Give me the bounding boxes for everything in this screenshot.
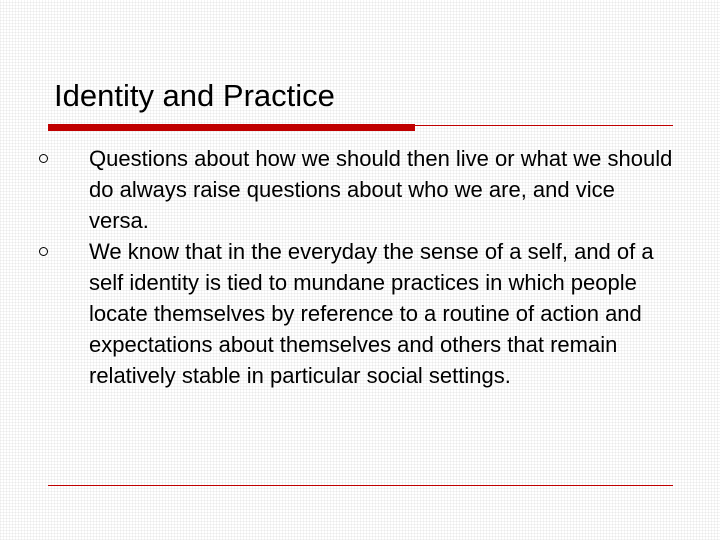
bullet-text: Questions about how we should then live or what we should do always raise questions about who we are, and vice versa. xyxy=(89,146,673,233)
bullet-item xyxy=(0,236,679,391)
bullet-item xyxy=(0,143,679,236)
hollow-circle-bullet-icon xyxy=(39,247,48,256)
slide-title: Identity and Practice xyxy=(54,78,335,113)
title-underline-accent xyxy=(48,124,415,131)
bullet-list xyxy=(0,143,720,391)
bullet-text: We know that in the everyday the sense of a self, and of a self identity is tied to mundane practices in which people locate themselves by reference to a routine of action and expectations about themselves and others that remain relatively stable in particular social settings. xyxy=(89,239,654,388)
footer-rule xyxy=(48,485,673,486)
hollow-circle-bullet-icon xyxy=(39,154,48,163)
